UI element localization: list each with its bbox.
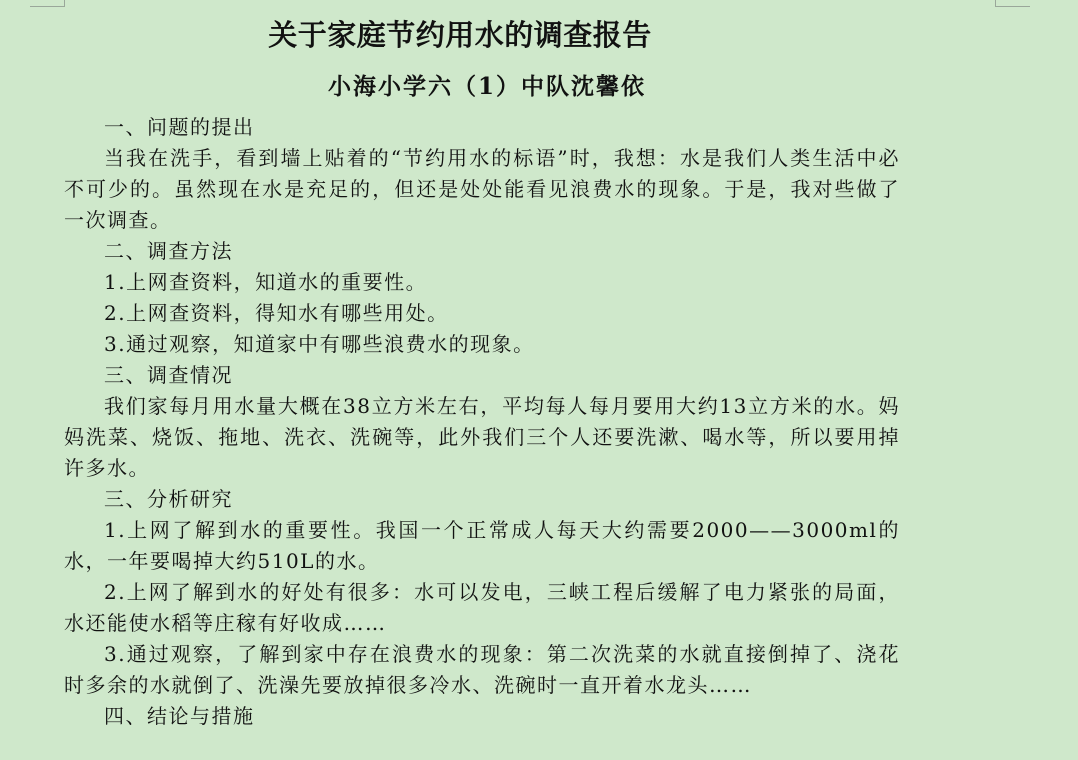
section-heading-analysis: 三、分析研究: [104, 487, 233, 512]
section-heading-conclusion: 四、结论与措施: [104, 704, 255, 729]
paragraph-problem: 当我在洗手，看到墙上贴着的“节约用水的标语”时，我想：水是我们人类生活中必不可少的。虽然现在水是充足的，但还是处处能看见浪费水的现象。于是，我对些做了一次调查。: [64, 146, 900, 233]
page-corner-mark-left: [30, 0, 65, 7]
document-title: 关于家庭节约用水的调查报告: [268, 18, 652, 52]
analysis-item-3: 3.通过观察，了解到家中存在浪费水的现象：第二次洗菜的水就直接倒掉了、浇花时多余的水就倒了、洗澡先要放掉很多冷水、洗碗时一直开着水龙头……: [64, 642, 900, 698]
method-item-2: 2.上网查资料，得知水有哪些用处。: [104, 301, 449, 326]
section-heading-situation: 三、调查情况: [104, 363, 233, 388]
document-body: [64, 112, 900, 732]
section-heading-method: 二、调查方法: [104, 239, 233, 264]
method-item-1: 1.上网查资料，知道水的重要性。: [104, 270, 428, 295]
paragraph-situation: 我们家每月用水量大概在38立方米左右，平均每人每月要用大约13立方米的水。妈妈洗菜、烧饭、拖地、洗衣、洗碗等，此外我们三个人还要洗漱、喝水等，所以要用掉许多水。: [64, 394, 900, 481]
document-subtitle: 小海小学六（1）中队沈馨依: [327, 72, 646, 100]
document-page: [64, 14, 900, 732]
method-item-3: 3.通过观察，知道家中有哪些浪费水的现象。: [104, 332, 535, 357]
section-heading-problem: 一、问题的提出: [104, 115, 255, 140]
analysis-item-2: 2.上网了解到水的好处有很多：水可以发电，三峡工程后缓解了电力紧张的局面，水还能使水稻等庄稼有好收成……: [64, 580, 900, 636]
analysis-item-1: 1.上网了解到水的重要性。我国一个正常成人每天大约需要2000——3000ml的水，一年要喝掉大约510L的水。: [64, 518, 900, 574]
page-corner-mark-right: [995, 0, 1030, 7]
